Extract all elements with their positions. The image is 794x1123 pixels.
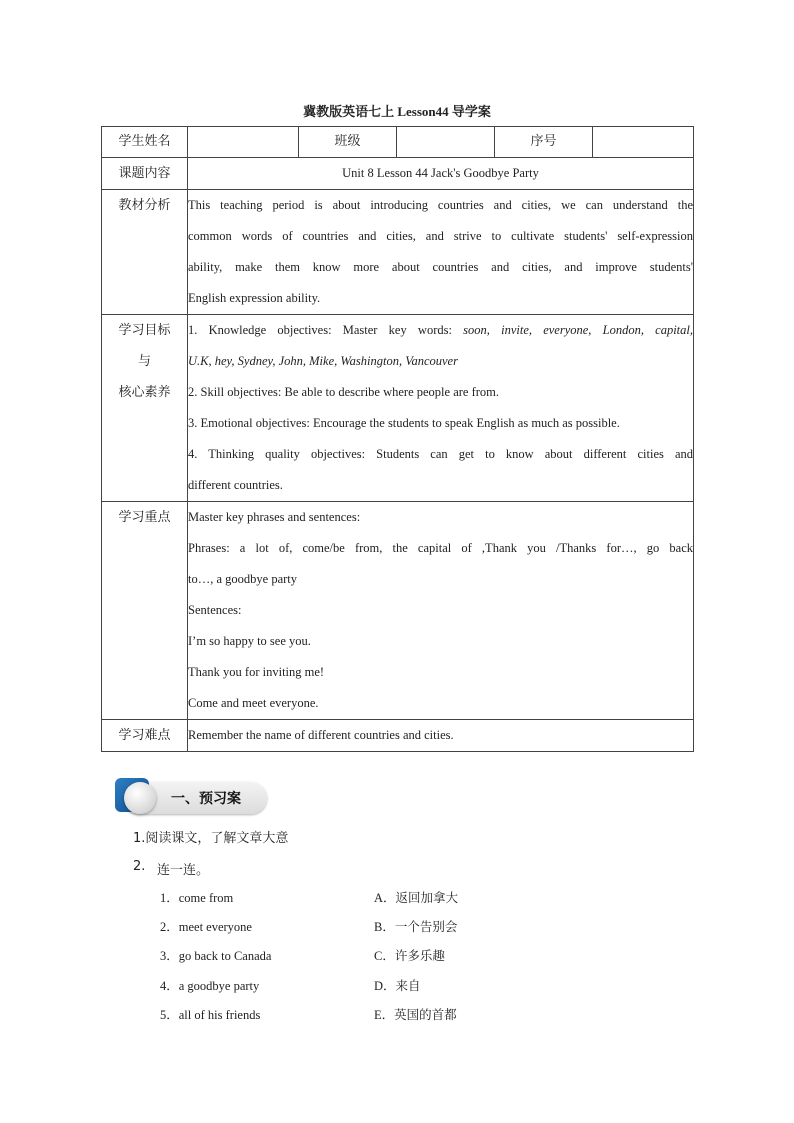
topic-label: 课题内容 [102,158,188,190]
objectives-text: 1. Knowledge objectives: Master key words: soon, invite, everyone, London, capital, U.K, hey, Sydney, John, Mike, Washington, Vancouver 2. Skill objectives: Be able to describe where people are from. 3. Emotional objectives: Encourage the students to speak English as much as possible. 4. Thinking quality objectives: Students can get to know about different cities and different countries. [188,315,694,502]
banner-circle-icon [124,782,156,814]
objectives-row [102,315,694,502]
topic-value: Unit 8 Lesson 44 Jack's Goodbye Party [188,158,694,190]
match-right-item: D．来自 [374,979,421,993]
analysis-label: 教材分析 [102,190,188,315]
analysis-row [102,190,694,315]
question-2-number: 2. [133,859,146,874]
objectives-label: 学习目标 与 核心素养 [102,315,188,502]
match-left-item: 2．meet everyone [160,920,252,934]
match-right-item: A．返回加拿大 [374,891,459,905]
key-points-row [102,502,694,720]
analysis-text: This teaching period is about introducing countries and cities, we can understand the common words of countries and cities, and strive to cultivate students' self-expression ability, make them know more about countries and cities, and improve students' English expression ability. [188,190,694,315]
difficulty-text: Remember the name of different countries and cities. [188,720,694,752]
match-left-item: 1．come from [160,891,234,905]
match-right-item: E．英国的首都 [374,1008,457,1022]
student-name-field[interactable] [188,127,299,158]
key-points-text: Master key phrases and sentences: Phrases: a lot of, come/be from, the capital of ,Thank you /Thanks for…, go back to…, a goodbye party Sentences: I’m so happy to see you. Thank you for inviting me! Come and meet everyone. [188,502,694,720]
topic-row [102,158,694,190]
class-label: 班级 [299,127,397,158]
key-points-label: 学习重点 [102,502,188,720]
class-field[interactable] [397,127,495,158]
difficulty-label: 学习难点 [102,720,188,752]
seat-number-field[interactable] [593,127,694,158]
section-banner [115,778,267,818]
match-left-item: 3．go back to Canada [160,949,272,963]
student-info-row [102,127,694,158]
seat-number-label: 序号 [495,127,593,158]
student-name-label: 学生姓名 [102,127,188,158]
match-left-item: 5．all of his friends [160,1008,261,1022]
match-right-item: C．许多乐趣 [374,949,445,963]
question-1: 1.阅读课文，了解文章大意 [133,831,289,846]
match-left-item: 4．a goodbye party [160,979,260,993]
section-title: 一、预习案 [171,791,241,807]
difficulty-row [102,720,694,752]
document-title: 冀教版英语七上 Lesson44 导学案 [303,104,491,119]
question-2-text: 连一连。 [157,863,210,878]
lesson-plan-table [101,126,694,752]
match-right-item: B．一个告别会 [374,920,458,934]
